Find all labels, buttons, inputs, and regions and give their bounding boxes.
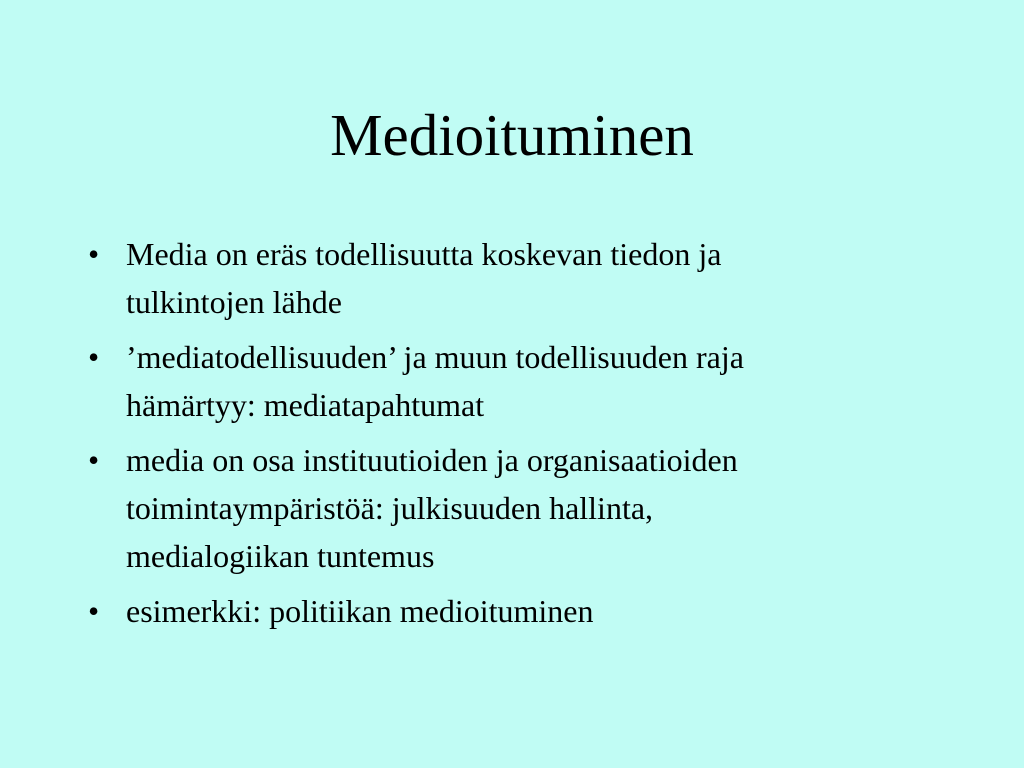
bullet-item	[88, 230, 948, 326]
bullet-item	[88, 587, 948, 635]
bullet-icon: •	[88, 339, 100, 375]
bullet-text-line: ’mediatodellisuuden’ ja muun todellisuuden raja	[126, 339, 744, 375]
bullet-text-line: esimerkki: politiikan medioituminen	[126, 593, 594, 629]
bullet-item	[88, 436, 948, 580]
bullet-item	[88, 333, 948, 429]
slide-title: Medioituminen	[330, 102, 694, 168]
bullet-text-line: hämärtyy: mediatapahtumat	[126, 387, 485, 423]
bullet-icon: •	[88, 593, 100, 629]
bullet-icon: •	[88, 236, 100, 272]
bullet-list	[88, 230, 948, 642]
bullet-icon: •	[88, 442, 100, 478]
bullet-text-line: tulkintojen lähde	[126, 284, 342, 320]
bullet-text-line: media on osa instituutioiden ja organisaatioiden	[126, 442, 738, 478]
bullet-text-line: toimintaympäristöä: julkisuuden hallinta,	[126, 490, 654, 526]
bullet-text-line: medialogiikan tuntemus	[126, 538, 435, 574]
bullet-text-line: Media on eräs todellisuutta koskevan tiedon ja	[126, 236, 722, 272]
